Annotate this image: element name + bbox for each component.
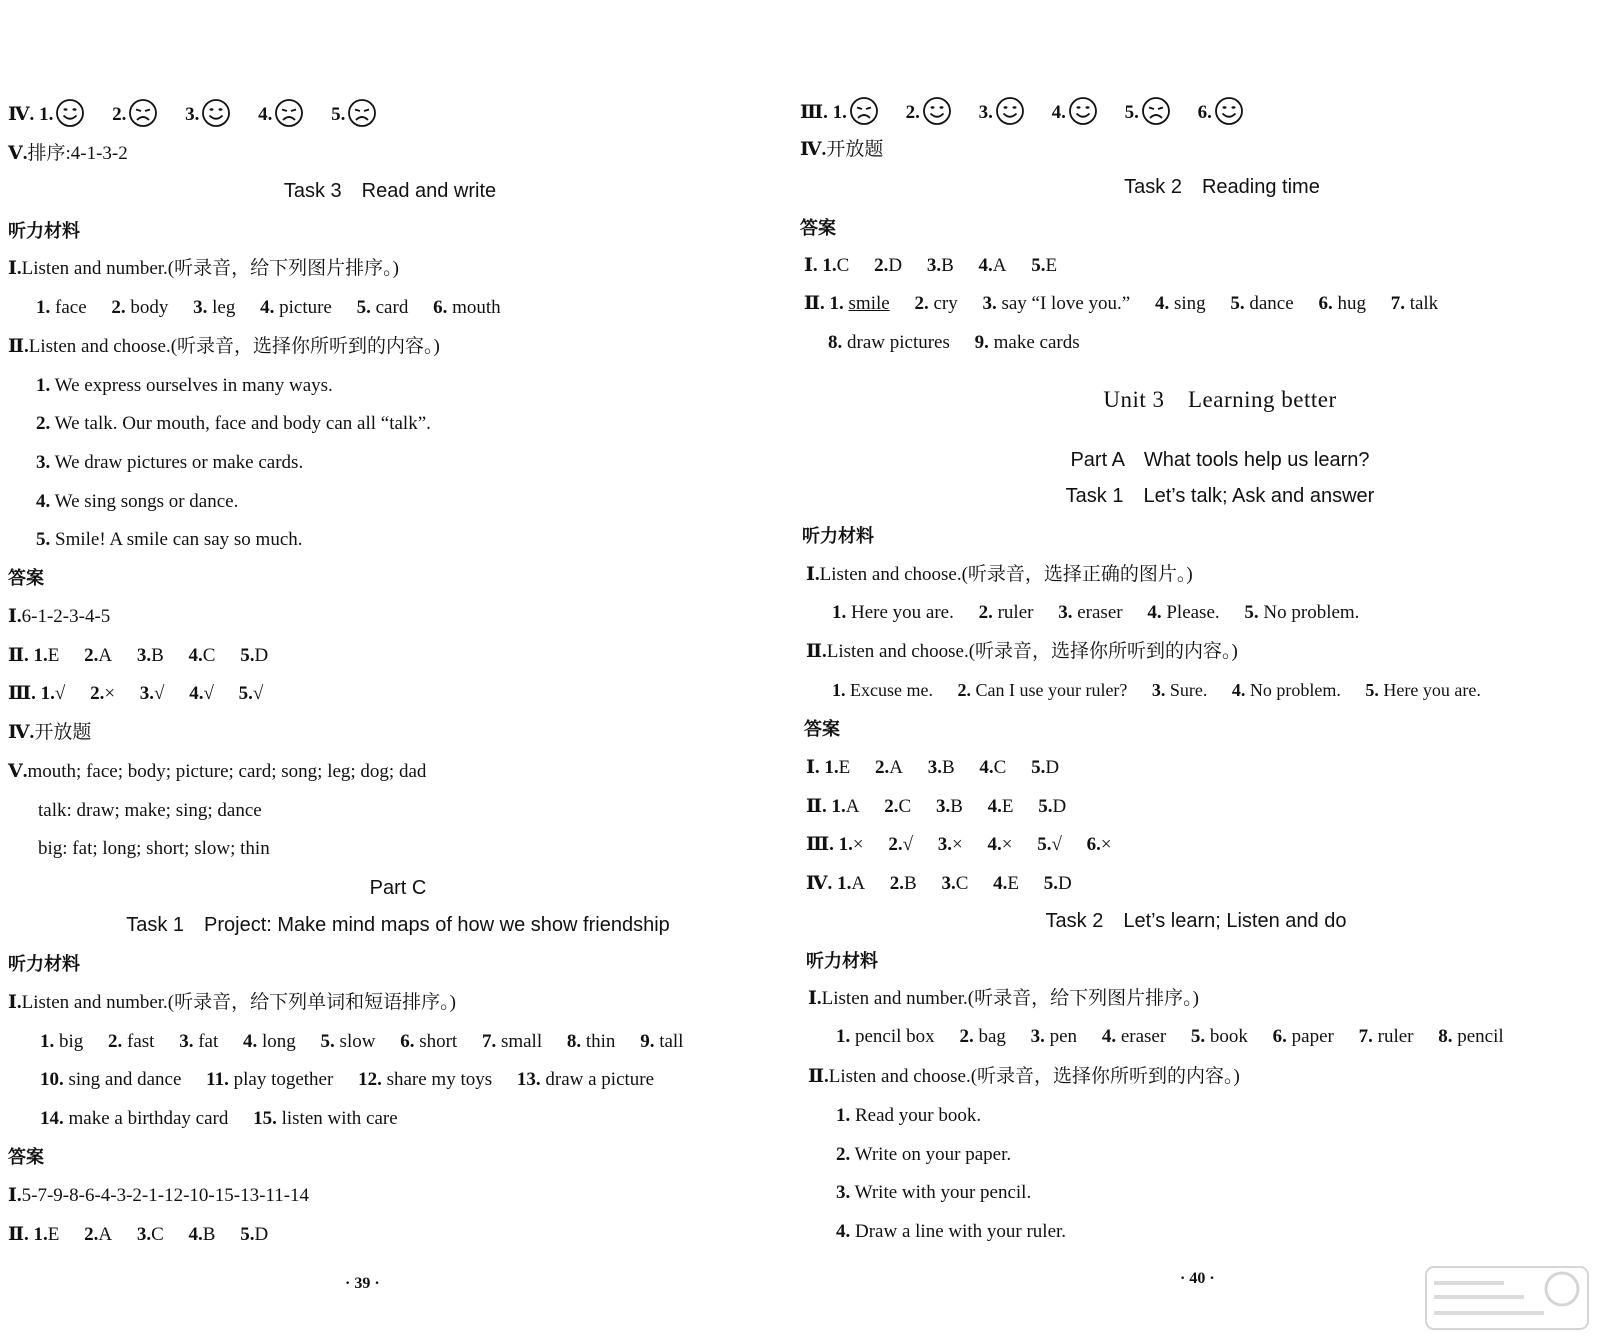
sentence-line: 3. Write with your pencil. (836, 1182, 1032, 1203)
face-item: 1. (833, 102, 879, 123)
face-item: 2. (906, 102, 952, 123)
phrase-list: 1. Excuse me. 2. Can I use your ruler? 3. Sure. 4. No problem. 5. Here you are. (832, 680, 1481, 700)
section-heading: Ⅱ.Listen and choose.(听录音，选择你所听到的内容。) (806, 641, 1238, 662)
part-a-title: Part A What tools help us learn? (1070, 449, 1370, 471)
answers-heading: 答案 (8, 1147, 44, 1168)
answer-line: Ⅴ.mouth; face; body; picture; card; song; leg; dog; dad (8, 761, 427, 782)
task1-title: Task 1 Let’s talk; Ask and answer (1065, 485, 1375, 507)
answer-line: Ⅳ. 1.A 2.B 3.C 4.E 5.D (806, 873, 1072, 894)
list-item: 2. body (111, 297, 169, 318)
list-item: 1. face (36, 297, 87, 318)
answer-line: Ⅱ. 1.E 2.A 3.C 4.B 5.D (8, 1224, 269, 1245)
task3-title: Task 3 Read and write (283, 180, 497, 202)
answer-line: Ⅲ. 1.√ 2.× 3.√ 4.√ 5.√ (8, 683, 264, 704)
sentence-line: 1. Read your book. (836, 1105, 982, 1126)
answers-heading: 答案 (804, 719, 840, 740)
section-heading: Ⅰ.Listen and number.(听录音，给下列单词和短语排序。) (8, 992, 456, 1013)
face-item: 4. (1052, 102, 1098, 123)
answers-heading: 答案 (8, 568, 44, 589)
face-item: 6. (1198, 102, 1244, 123)
answer-line: Ⅳ.开放题 (8, 722, 92, 743)
answer-line: talk: draw; make; sing; dance (38, 800, 262, 821)
word-list (36, 295, 501, 321)
section-heading: Ⅰ.Listen and number.(听录音，给下列图片排序。) (808, 988, 1199, 1009)
watermark-icon (1422, 1263, 1592, 1333)
happy-icon (1068, 96, 1098, 126)
answer-line: Ⅱ. 1.E 2.A 3.B 4.C 5.D (8, 645, 269, 666)
sad-icon (347, 98, 377, 128)
list-item: 6. mouth (433, 297, 501, 318)
sentence-line: 2. We talk. Our mouth, face and body can all “talk”. (36, 413, 431, 434)
sentence-line: 4. We sing songs or dance. (36, 491, 239, 512)
phrase-list: 10. sing and dance 11. play together 12. share my toys 13. draw a picture (40, 1069, 655, 1090)
answer-line: Ⅱ. 1. smile 2. cry 3. say “I love you.” 4. sing 5. dance 6. hug 7. talk (804, 293, 1439, 314)
face-item: 4. (258, 104, 304, 125)
face-item: 3. (979, 102, 1025, 123)
answer-line: Ⅰ.6-1-2-3-4-5 (8, 606, 111, 627)
answer-line: big: fat; long; short; slow; thin (38, 838, 270, 859)
face-item: 1. (39, 104, 85, 125)
answers-heading: 答案 (800, 218, 836, 239)
list-item: 4. picture (260, 297, 332, 318)
word-list: 1. big 2. fast 3. fat 4. long 5. slow 6. short 7. small 8. thin 9. tall (40, 1031, 684, 1052)
sentence-line: 4. Draw a line with your ruler. (836, 1221, 1067, 1242)
sentence-line: 5. Smile! A smile can say so much. (36, 529, 303, 550)
unit-title: Unit 3 Learning better (1103, 387, 1337, 412)
phrase-list: 1. Here you are. 2. ruler 3. eraser 4. Please. 5. No problem. (832, 602, 1360, 623)
list-item: 3. leg (193, 297, 236, 318)
sad-icon (849, 96, 879, 126)
face-item: 5. (1125, 102, 1171, 123)
section-heading: Ⅱ.Listen and choose.(听录音，选择你所听到的内容。) (8, 336, 440, 357)
sad-icon (274, 98, 304, 128)
happy-icon (922, 96, 952, 126)
sad-icon (128, 98, 158, 128)
happy-icon (995, 96, 1025, 126)
section-heading: Ⅰ.Listen and number.(听录音，给下列图片排序。) (8, 258, 399, 279)
answer-line: Ⅳ.开放题 (800, 139, 884, 160)
phrase-list: 14. make a birthday card 15. listen with care (40, 1108, 398, 1129)
sentence-line: 1. We express ourselves in many ways. (36, 375, 333, 396)
part-c-title: Part C (369, 877, 427, 899)
order-line: Ⅴ.排序:4-1-3-2 (8, 143, 128, 164)
faces-row: Ⅲ. 1. 2. 3. 4. 5. 6. (800, 96, 1266, 122)
happy-icon (55, 98, 85, 128)
answer-line: Ⅱ. 1.A 2.C 3.B 4.E 5.D (806, 796, 1067, 817)
page-40 (800, 0, 1600, 1337)
sad-icon (1141, 96, 1171, 126)
page-number: · 39 · (345, 1275, 380, 1292)
task1-title: Task 1 Project: Make mind maps of how we show friendship (126, 914, 670, 936)
answer-line: Ⅰ.5-7-9-8-6-4-3-2-1-12-10-15-13-11-14 (8, 1185, 310, 1206)
answer-line: Ⅲ. 1.× 2.√ 3.× 4.× 5.√ 6.× (806, 834, 1112, 855)
listening-heading: 听力材料 (8, 221, 80, 242)
answer-line: 8. draw pictures 9. make cards (828, 332, 1080, 353)
task2-title: Task 2 Reading time (1124, 176, 1320, 198)
task2-title: Task 2 Let’s learn; Listen and do (1045, 910, 1347, 932)
face-item: 2. (112, 104, 158, 125)
listening-heading: 听力材料 (806, 951, 878, 972)
face-item: 3. (185, 104, 231, 125)
happy-icon (201, 98, 231, 128)
list-item: 5. card (356, 297, 409, 318)
answer-line: Ⅰ. 1.C 2.D 3.B 4.A 5.E (804, 255, 1058, 276)
sentence-line: 3. We draw pictures or make cards. (36, 452, 304, 473)
happy-icon (1214, 96, 1244, 126)
faces-row: Ⅳ. 1. 2. 3. 4. 5. (8, 98, 399, 124)
section-heading: Ⅱ.Listen and choose.(听录音，选择你所听到的内容。) (808, 1066, 1240, 1087)
face-item: 5. (331, 104, 377, 125)
watermark-logo (1422, 1263, 1592, 1333)
section-heading: Ⅰ.Listen and choose.(听录音，选择正确的图片。) (806, 564, 1193, 585)
word-list: 1. pencil box 2. bag 3. pen 4. eraser 5. book 6. paper 7. ruler 8. pencil (836, 1026, 1504, 1047)
answer-line: Ⅰ. 1.E 2.A 3.B 4.C 5.D (806, 757, 1060, 778)
sentence-line: 2. Write on your paper. (836, 1144, 1012, 1165)
listening-heading: 听力材料 (802, 526, 874, 547)
page-number: · 40 · (1180, 1270, 1215, 1287)
listening-heading: 听力材料 (8, 954, 80, 975)
